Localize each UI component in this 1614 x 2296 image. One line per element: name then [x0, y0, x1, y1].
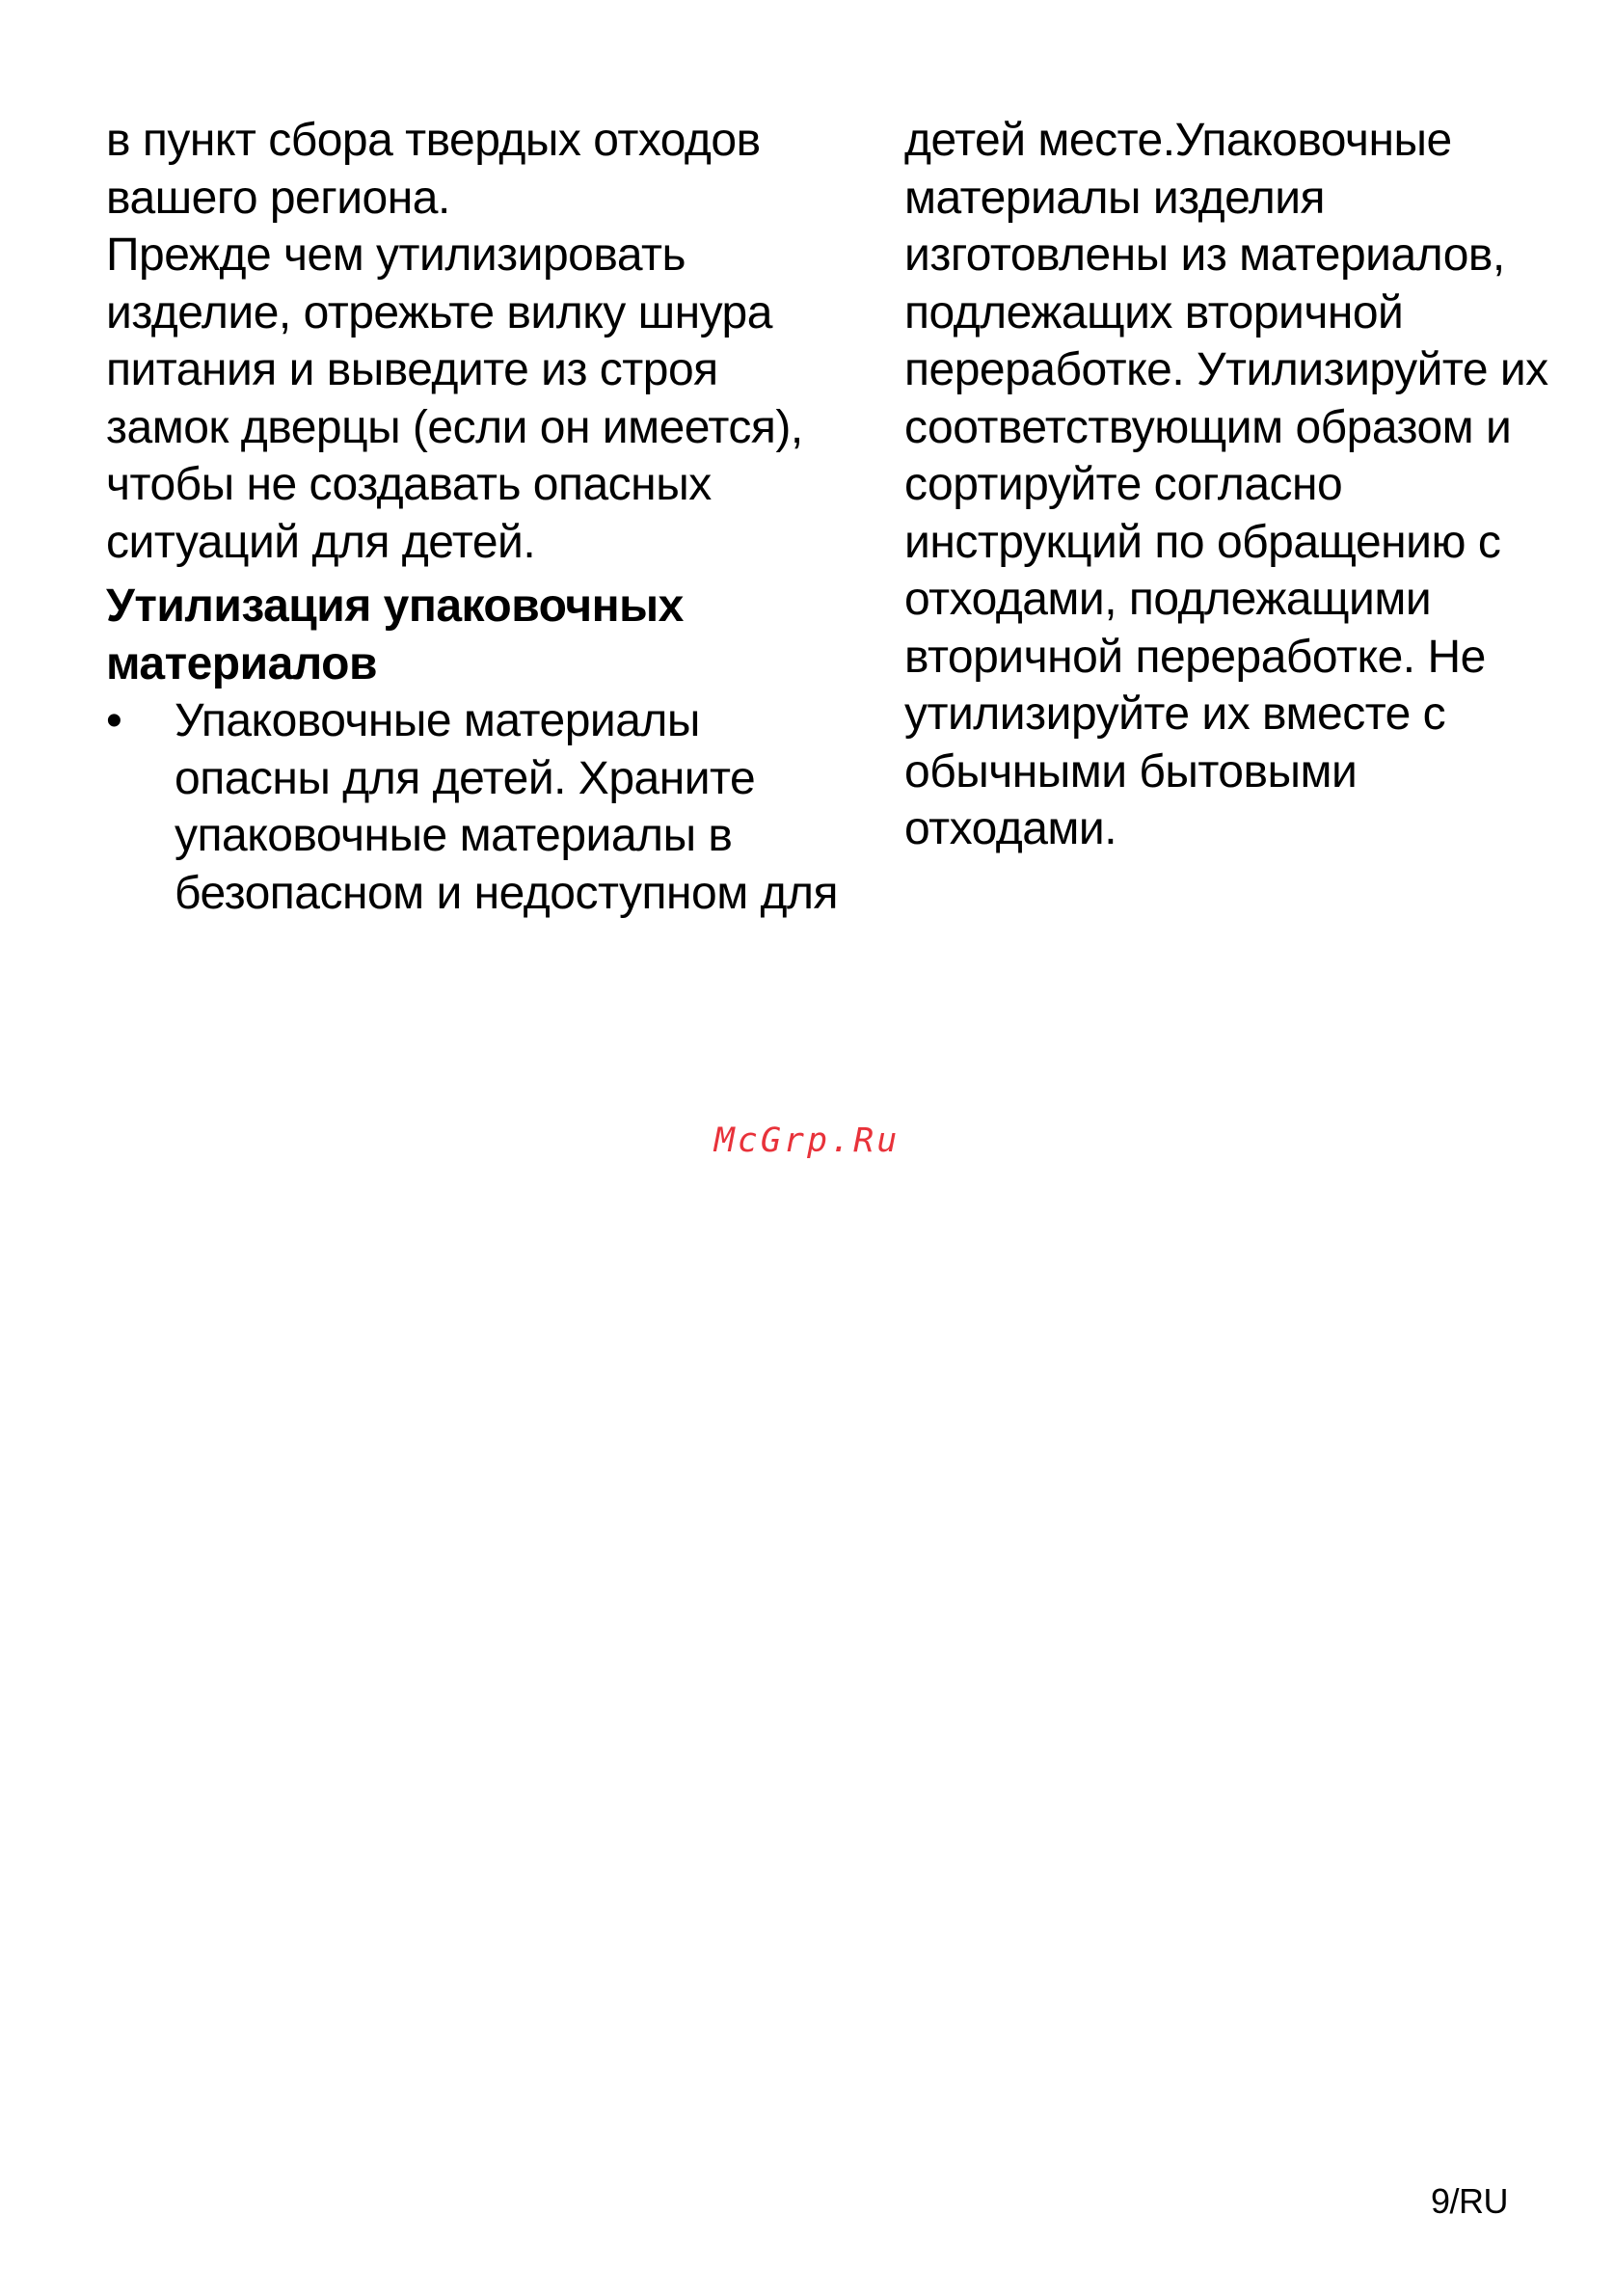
text-line: безопасном и недоступном для	[175, 867, 839, 919]
text-line: переработке. Утилизируйте их	[904, 344, 1548, 395]
disposal-paragraph	[106, 112, 803, 571]
right-column	[904, 112, 1548, 858]
text-line: инструкций по обращению с	[904, 516, 1501, 568]
text-line: отходами, подлежащими	[904, 574, 1432, 625]
text-line: соответствующим образом и	[904, 401, 1512, 453]
page-number: 9/RU	[1430, 2181, 1508, 2221]
watermark-link[interactable]: McGrp.Ru	[713, 1121, 901, 1160]
heading-line: материалов	[106, 637, 377, 689]
text-line: чтобы не создавать опасных	[106, 459, 712, 510]
text-line: детей месте.Упаковочные	[904, 115, 1452, 166]
text-line: Упаковочные материалы	[175, 695, 700, 746]
text-line: опасны для детей. Храните	[175, 752, 756, 804]
text-line: в пункт сбора твердых отходов	[106, 115, 761, 166]
left-column	[106, 112, 839, 922]
bullet-list-item	[106, 692, 839, 922]
text-line: подлежащих вторичной	[904, 286, 1404, 338]
text-line: изготовлены из материалов,	[904, 230, 1505, 281]
text-line: изделие, отрежьте вилку шнура	[106, 286, 772, 338]
text-line: Прежде чем утилизировать	[106, 230, 686, 281]
section-heading	[106, 578, 800, 692]
text-line: обычными бытовыми	[904, 745, 1358, 797]
heading-line: Утилизация упаковочных	[106, 581, 684, 632]
text-line: упаковочные материалы в	[175, 810, 733, 861]
bullet-marker: •	[106, 695, 122, 746]
text-line: отходами.	[904, 803, 1117, 854]
text-line: питания и выведите из строя	[106, 344, 718, 395]
text-line: вашего региона.	[106, 172, 450, 224]
text-line: ситуаций для детей.	[106, 516, 536, 568]
text-line: замок дверцы (если он имеется),	[106, 401, 803, 453]
text-line: вторичной переработке. Не	[904, 631, 1486, 683]
text-line: сортируйте согласно	[904, 459, 1343, 510]
text-line: утилизируйте их вместе с	[904, 689, 1446, 740]
text-line: материалы изделия	[904, 172, 1326, 224]
